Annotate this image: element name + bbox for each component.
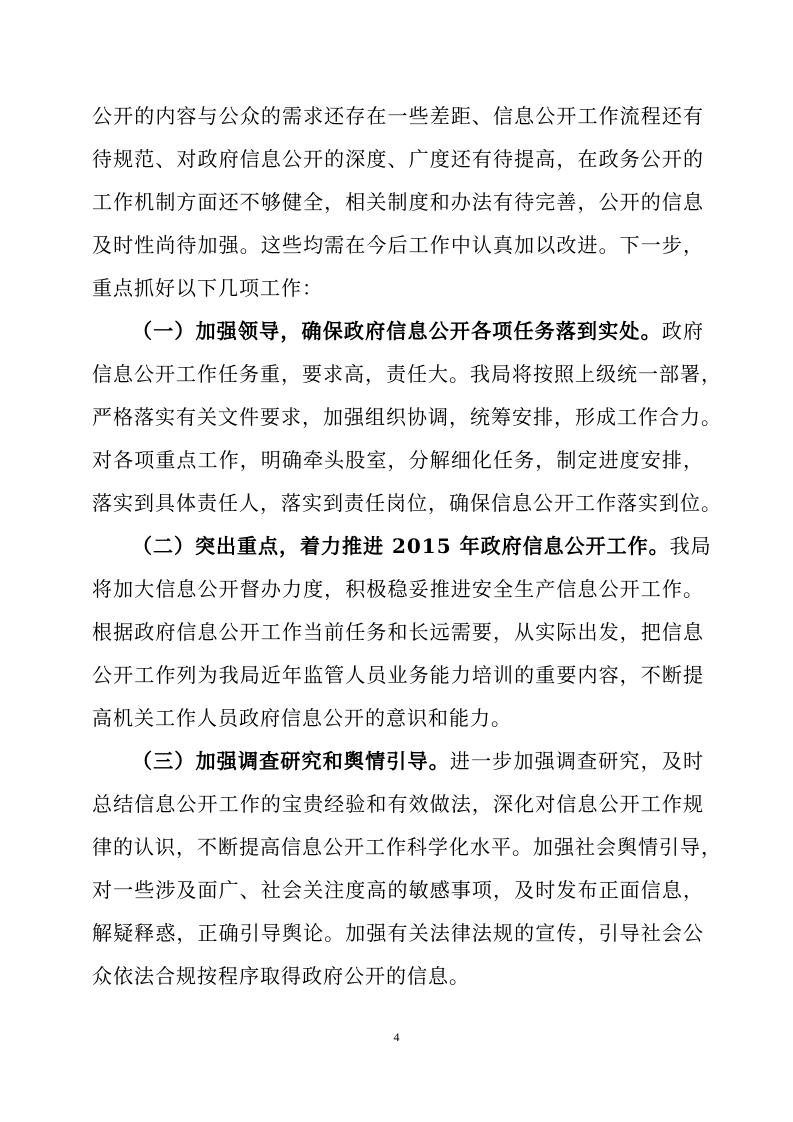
- section-2-heading: （二）突出重点，着力推进 2015 年政府信息公开工作。: [132, 534, 670, 558]
- paragraph-line: 将加大信息公开督办力度，积极稳妥推进安全生产信息公开工作。: [92, 577, 704, 601]
- section-1-first-line-rest: 政府: [661, 319, 705, 343]
- paragraph-line: 根据政府信息公开工作当前任务和长远需要，从实际出发，把信息: [92, 620, 704, 644]
- paragraph-line: 解疑释惑，正确引导舆论。加强有关法律法规的宣传，引导社会公: [92, 921, 704, 945]
- section-3-heading: （三）加强调查研究和舆情引导。: [132, 749, 450, 773]
- paragraph-line: 及时性尚待加强。这些均需在今后工作中认真加以改进。下一步，: [92, 233, 704, 257]
- paragraph-line: 对各项重点工作，明确牵头股室，分解细化任务，制定进度安排，: [92, 448, 704, 472]
- section-2-first-line: [132, 524, 712, 568]
- paragraph-line: 工作机制方面还不够健全，相关制度和办法有待完善，公开的信息: [92, 190, 704, 214]
- paragraph-line: 律的认识，不断提高信息公开工作科学化水平。加强社会舆情引导，: [92, 835, 722, 859]
- page-number: 4: [393, 1030, 400, 1044]
- paragraph-line: 高机关工作人员政府信息公开的意识和能力。: [92, 706, 512, 730]
- section-2-first-line-rest: 我局: [669, 534, 712, 558]
- section-1-heading: （一）加强领导，确保政府信息公开各项任务落到实处。: [132, 319, 662, 343]
- paragraph-line: 落实到具体责任人，落实到责任岗位，确保信息公开工作落实到位。: [92, 491, 722, 515]
- paragraph-line: 总结信息公开工作的宝贵经验和有效做法，深化对信息公开工作规: [92, 792, 704, 816]
- paragraph-line: 众依法合规按程序取得政府公开的信息。: [92, 964, 470, 988]
- section-3-first-line: [132, 739, 704, 783]
- paragraph-line: 信息公开工作任务重，要求高，责任大。我局将按照上级统一部署，: [92, 362, 722, 386]
- paragraph-line: 对一些涉及面广、社会关注度高的敏感事项，及时发布正面信息，: [92, 878, 704, 902]
- paragraph-line: 公开的内容与公众的需求还存在一些差距、信息公开工作流程还有: [92, 104, 704, 128]
- paragraph-line: 待规范、对政府信息公开的深度、广度还有待提高，在政务公开的: [92, 147, 704, 171]
- section-1-first-line: [132, 309, 704, 353]
- section-3-first-line-rest: 进一步加强调查研究，及时: [449, 749, 705, 773]
- paragraph-line: 重点抓好以下几项工作：: [92, 276, 323, 300]
- paragraph-line: 严格落实有关文件要求，加强组织协调，统筹安排，形成工作合力。: [92, 405, 722, 429]
- paragraph-line: 公开工作列为我局近年监管人员业务能力培训的重要内容，不断提: [92, 663, 704, 687]
